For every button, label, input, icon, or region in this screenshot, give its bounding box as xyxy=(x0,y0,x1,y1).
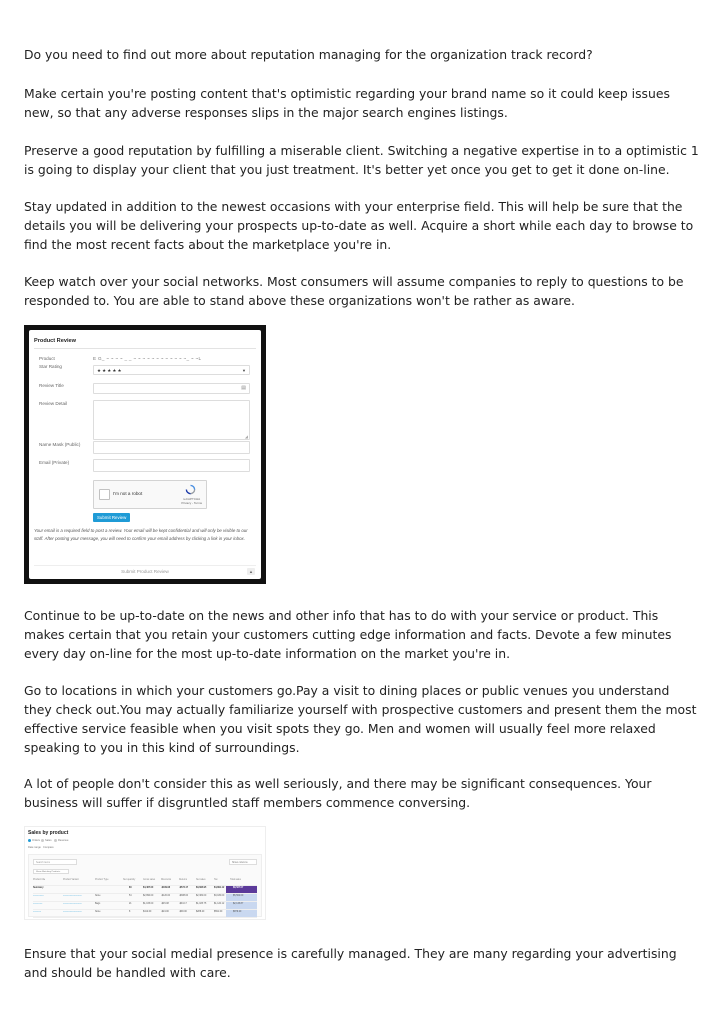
captcha-brand xyxy=(181,497,202,505)
table-cell: ~~~~~~~~~~~~~~ xyxy=(63,911,82,913)
paragraph-locations: Go to locations in which your customers go.Pay a visit to dining places or public venues you understand they check out.You may actually familiarize yourself with prospective customers and present them the most effective service feasible when you visit spots they go. Men and women will usually feel more relaxed speaking to you in this kind of surroundings. xyxy=(24,683,697,755)
radio-icon xyxy=(41,839,44,842)
star-rating-label: Star Rating xyxy=(39,364,62,369)
table-cell: $412.00 xyxy=(143,911,152,913)
divider xyxy=(34,565,256,566)
table-row[interactable] xyxy=(33,902,257,910)
star-rating-select[interactable] xyxy=(93,365,250,375)
product-link[interactable]: ~~~~~~~ xyxy=(33,903,43,905)
review-email-note: Your email is a required field to post a review. Your email will be kept confidential and will only be visible to our staff. After posting your message, you will need to confirm your email address by clicking a link in your inbox. xyxy=(34,528,248,541)
name-label: Name Mask (Public) xyxy=(39,442,81,447)
chevron-down-icon: ▼ xyxy=(242,368,246,373)
column-header[interactable]: Total sales xyxy=(230,879,241,881)
product-review-panel xyxy=(29,330,261,579)
captcha-links[interactable]: Privacy - Terms xyxy=(181,501,202,505)
paragraph-good-reputation: Preserve a good reputation by fulfilling a miserable client. Switching a negative expertise in to a optimistic 1 is going to display your client that you just treatment. It's better yet once you get to get it done on-line. xyxy=(24,143,699,177)
divider xyxy=(34,348,256,349)
table-cell: Summary xyxy=(33,887,44,889)
radio-icon xyxy=(28,839,31,842)
table-cell: -$45.08 xyxy=(161,903,169,905)
table-cell: -$189.08 xyxy=(161,887,171,889)
email-label: Email (Private) xyxy=(39,460,70,465)
sales-table-card xyxy=(28,854,262,917)
name-input[interactable] xyxy=(93,441,250,454)
table-cell: ~~~~~~~~~~~~~~ xyxy=(63,895,82,897)
option-orders[interactable] xyxy=(28,839,40,842)
column-header[interactable]: Tax xyxy=(214,879,218,881)
review-detail-label: Review Detail xyxy=(39,401,68,406)
table-header-row xyxy=(33,878,257,886)
recaptcha-logo-icon xyxy=(185,484,196,495)
tab-compare[interactable]: Compare xyxy=(43,846,54,849)
table-cell: $1,165.00 xyxy=(143,903,154,905)
column-header[interactable]: Net quantity xyxy=(123,879,136,881)
table-cell: ~~~~~~~~~~~~~~ xyxy=(63,903,82,905)
paragraph-up-to-date: Continue to be up-to-date on the news and other info that has to do with your service or product. This makes certain that you retain your customers cutting edge information and facts. Devote a few minutes every day on-line for the most up-to-date information on the market you're in. xyxy=(24,608,672,661)
product-link[interactable]: ~~~~~~ xyxy=(33,911,42,913)
review-form-title: Product Review xyxy=(34,338,76,344)
column-header[interactable]: Discounts xyxy=(161,879,172,881)
search-input[interactable]: Search items xyxy=(33,859,77,865)
product-review-screenshot xyxy=(24,325,266,584)
captcha-brand-name: reCAPTCHA xyxy=(183,497,201,501)
option-revenue[interactable] xyxy=(54,839,68,842)
table-cell: -$120.00 xyxy=(161,895,171,897)
column-header[interactable]: Product title xyxy=(33,879,46,881)
columns-button[interactable]: Show columns xyxy=(229,859,257,865)
table-cell: Bags xyxy=(95,903,101,905)
radio-icon xyxy=(54,839,57,842)
column-header[interactable]: Product Variant xyxy=(63,879,79,881)
table-row[interactable] xyxy=(33,910,257,918)
sales-table xyxy=(33,878,257,918)
captcha-label: I'm not a robot xyxy=(113,491,143,496)
table-cell: 8 xyxy=(129,911,131,913)
filter-chip[interactable]: Show Matching Products xyxy=(33,869,69,874)
option-sales[interactable] xyxy=(41,839,52,842)
resize-handle-icon: ◢ xyxy=(244,434,248,439)
table-cell: $1,025.75 xyxy=(196,903,207,905)
paragraph-positive-content: Make certain you're posting content that's optimistic regarding your brand name so it could keep issues new, so that any adverse responses slips in the major search engines listings. xyxy=(24,86,670,120)
table-cell: $879.20 xyxy=(233,911,242,913)
tab-date-range[interactable]: Date range xyxy=(28,846,41,849)
table-cell: $288.20 xyxy=(196,911,205,913)
paragraph-social-networks: Keep watch over your social networks. Most consumers will assume companies to reply to questions to be responded to. You are able to stand above these organizations won't be rather as aware. xyxy=(24,274,684,308)
review-detail-textarea[interactable] xyxy=(93,400,250,440)
sales-report-title: Sales by product xyxy=(28,830,69,836)
email-input[interactable] xyxy=(93,459,250,472)
product-label: Product xyxy=(39,356,55,361)
calendar-icon: ▤ xyxy=(241,385,246,391)
sales-by-product-screenshot xyxy=(24,826,266,920)
table-cell: 54 xyxy=(129,895,132,897)
submit-review-button[interactable]: Submit Review xyxy=(93,513,130,522)
table-cell: None xyxy=(95,895,101,897)
table-row[interactable] xyxy=(33,894,257,902)
option-label: Sales xyxy=(45,839,52,843)
submit-product-review-link[interactable]: Submit Product Review xyxy=(121,569,169,574)
table-cell: -$94.17 xyxy=(179,903,187,905)
option-label: Revenue xyxy=(58,839,69,843)
column-header[interactable]: Returns xyxy=(179,879,188,881)
recaptcha-widget xyxy=(93,480,207,509)
product-link[interactable]: ~~~~~~~~ xyxy=(33,895,44,897)
table-cell: $4,467.00 xyxy=(143,887,154,889)
captcha-checkbox[interactable] xyxy=(99,489,110,500)
table-summary-row xyxy=(33,886,257,894)
table-cell: 21 xyxy=(129,903,132,905)
table-cell: $2,890.00 xyxy=(143,895,154,897)
paragraph-consequences: A lot of people don't consider this as well seriously, and there may be significant consequences. Your business will suffer if disgruntled staff members commence conversing. xyxy=(24,776,652,810)
table-cell: -$572.17 xyxy=(179,887,189,889)
product-value: E G_ ~ ~ ~ ~ _ _ ~ ~ ~ ~ ~ ~ ~ ~ ~ ~ ~ ~_ ~ ~L xyxy=(93,356,202,361)
review-title-input[interactable] xyxy=(93,383,250,394)
table-cell: $1,120.12 xyxy=(214,903,225,905)
table-cell: 83 xyxy=(129,887,132,889)
column-header[interactable]: Gross sales xyxy=(143,879,156,881)
paragraph-intro: Do you need to find out more about reputation managing for the organization track record? xyxy=(24,47,593,62)
row-highlight xyxy=(226,910,257,917)
paragraph-social-media: Ensure that your social medial presence is carefully managed. They are many regarding your advertising and should be handled with care. xyxy=(24,946,677,980)
table-cell: None xyxy=(95,911,101,913)
table-cell: $8,587.07 xyxy=(233,887,244,889)
table-cell: $4,891.12 xyxy=(214,887,225,889)
star-rating-value: ★★★★★ xyxy=(97,368,123,373)
column-header[interactable]: Net sales xyxy=(196,879,206,881)
table-cell: -$24.00 xyxy=(161,911,169,913)
table-cell: $591.00 xyxy=(214,911,223,913)
column-header[interactable]: Product Type xyxy=(95,879,109,881)
chevron-up-icon[interactable]: ▲ xyxy=(247,568,255,575)
review-title-label: Review Title xyxy=(39,383,64,388)
table-cell: $2,145.87 xyxy=(233,903,244,905)
table-cell: -$90.00 xyxy=(179,911,187,913)
table-cell: $3,180.00 xyxy=(214,895,225,897)
paragraph-stay-updated: Stay updated in addition to the newest occasions with your enterprise field. This will help be sure that the details you will be delivering your prospects up-to-date as well. Acquire a short while each day to browse to find the most recent facts about the marketplace you're in. xyxy=(24,199,694,252)
table-cell: $2,382.00 xyxy=(196,895,207,897)
table-cell: $3,695.95 xyxy=(196,887,207,889)
table-cell: $5,562.00 xyxy=(233,895,244,897)
option-label: Orders xyxy=(32,839,40,843)
table-cell: -$388.00 xyxy=(179,895,189,897)
